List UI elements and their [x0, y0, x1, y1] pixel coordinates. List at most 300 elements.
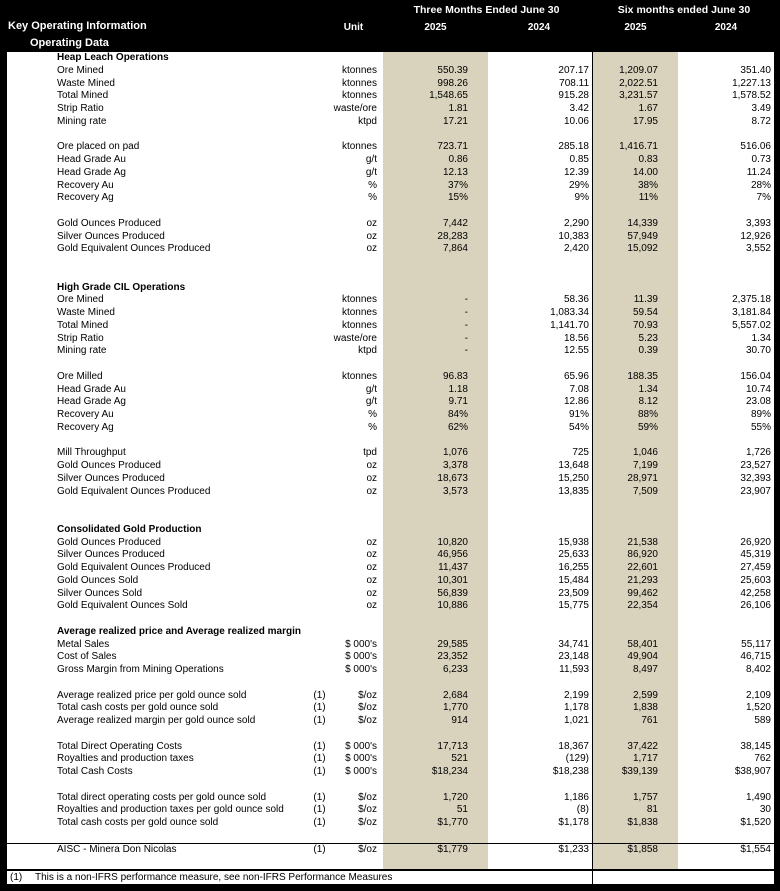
unit-cell: g/t — [365, 383, 377, 395]
table-row — [7, 320, 774, 333]
value-3m-2024: 15,938 — [558, 536, 589, 548]
spacer-row — [7, 205, 774, 218]
value-6m-2024: 26,920 — [740, 536, 771, 548]
spacer-row — [7, 613, 774, 626]
table-row — [7, 575, 774, 588]
footnote-ref-cell — [307, 524, 332, 537]
value-6m-2024: 30 — [759, 804, 771, 816]
unit-cell: g/t — [365, 166, 377, 178]
value-6m-2024: 23.08 — [745, 396, 771, 408]
value-3m-2025: 1,076 — [442, 447, 468, 459]
unit-cell: oz — [366, 587, 377, 599]
value-6m-2025: 58,401 — [627, 638, 658, 650]
value-3m-2024 — [488, 524, 592, 537]
table-row — [7, 600, 774, 613]
value-3m-2024: 11,593 — [559, 664, 589, 675]
footnote-ref-cell: (1) — [313, 689, 326, 701]
value-6m-2025: 8,497 — [632, 664, 658, 675]
value-3m-2025: 10,886 — [437, 600, 468, 612]
value-6m-2025: 86,920 — [627, 549, 658, 561]
value-3m-2025: 6,233 — [442, 664, 468, 675]
value-3m-2025: 723.71 — [437, 141, 468, 153]
value-3m-2024: 7.08 — [569, 383, 589, 395]
value-3m-2025: 56,839 — [437, 587, 468, 599]
value-6m-2025: 14,339 — [627, 217, 658, 229]
table-row — [7, 371, 774, 384]
row-label: Gold Ounces Produced — [57, 536, 161, 548]
row-label: High Grade CIL Operations — [57, 281, 186, 293]
unit-cell: tpd — [363, 447, 377, 459]
value-3m-2025: 84% — [447, 409, 468, 420]
value-6m-2024: $1,554 — [740, 843, 771, 855]
spacer-row — [7, 830, 774, 843]
unit-cell: ktonnes — [341, 64, 377, 76]
row-label: Silver Ounces Produced — [57, 230, 165, 242]
table-row — [7, 562, 774, 575]
unit-cell: g/t — [365, 154, 377, 165]
value-6m-2025: $39,139 — [621, 766, 658, 777]
value-6m-2025: 2,022.51 — [619, 77, 658, 89]
unit-cell: $/oz — [358, 843, 377, 855]
value-6m-2025: 11% — [638, 192, 658, 204]
table-row — [7, 664, 774, 677]
value-3m-2025: 51 — [456, 804, 468, 816]
row-label: Ore Mined — [57, 294, 104, 306]
value-3m-2024: 2,199 — [563, 689, 589, 701]
value-3m-2024: $1,178 — [558, 817, 589, 828]
table-row — [7, 702, 774, 715]
value-6m-2025: 1,838 — [632, 702, 658, 714]
value-6m-2025: 38% — [637, 179, 658, 191]
unit-cell: $/oz — [358, 689, 377, 701]
footnote-ref-cell — [307, 575, 332, 588]
value-3m-2025: $1,779 — [437, 843, 468, 855]
spacer-row — [7, 129, 774, 142]
row-label: Waste Mined — [57, 77, 115, 89]
value-3m-2024: 725 — [572, 447, 589, 459]
table-row — [7, 384, 774, 397]
spacer-row — [7, 435, 774, 448]
row-label: Total Cash Costs — [57, 766, 133, 777]
unit-cell: oz — [366, 600, 377, 612]
row-label: Ore placed on pad — [57, 141, 140, 153]
value-3m-2024: 16,255 — [558, 562, 589, 573]
spacer-row — [7, 498, 774, 511]
footnote-ref-cell: (1) — [313, 817, 326, 828]
footnote-ref-cell — [307, 639, 332, 652]
table-row — [7, 690, 774, 703]
footnote-ref-cell — [307, 333, 332, 346]
value-6m-2025: 7,509 — [632, 485, 658, 497]
value-3m-2025: 62% — [447, 421, 468, 433]
footnote-ref-cell — [307, 537, 332, 550]
row-label: Gold Equivalent Ounces Produced — [57, 243, 211, 255]
value-3m-2024: 15,775 — [558, 600, 589, 612]
value-6m-2024: 1,227.13 — [732, 77, 771, 89]
unit-cell: oz — [366, 549, 377, 561]
footnote-ref-cell — [307, 243, 332, 256]
row-label: AISC - Minera Don Nicolas — [57, 843, 177, 855]
value-6m-2025: 5.23 — [638, 332, 658, 344]
value-6m-2024: 3,552 — [745, 243, 771, 255]
value-3m-2024 — [488, 52, 592, 65]
value-3m-2024: 91% — [568, 409, 589, 420]
spacer-row — [7, 269, 774, 282]
row-label: Metal Sales — [57, 638, 110, 650]
value-6m-2024: 27,459 — [740, 562, 771, 573]
unit-cell: $/oz — [358, 702, 377, 714]
value-6m-2025: 3,231.57 — [619, 90, 658, 102]
unit-cell: ktonnes — [341, 77, 377, 89]
unit-cell: % — [368, 421, 377, 433]
spacer-row — [7, 358, 774, 371]
table-row — [7, 460, 774, 473]
value-6m-2025: 49,904 — [627, 651, 658, 663]
footnote-ref-cell — [307, 664, 332, 677]
value-3m-2024: 54% — [568, 421, 589, 433]
value-6m-2024: $1,520 — [740, 817, 771, 828]
row-label: Total cash costs per gold ounce sold — [57, 702, 219, 714]
value-3m-2025 — [383, 524, 488, 537]
row-label: Head Grade Ag — [57, 396, 126, 408]
row-label: Recovery Au — [57, 179, 114, 191]
value-3m-2024: 285.18 — [558, 141, 589, 153]
table-row — [7, 741, 774, 754]
value-3m-2025: 17.21 — [442, 115, 468, 127]
footnote-ref-cell — [307, 65, 332, 78]
value-3m-2024: 13,648 — [558, 460, 589, 471]
value-6m-2024: 3.49 — [751, 103, 771, 114]
unit-cell: ktonnes — [341, 307, 377, 318]
value-3m-2024: (129) — [565, 753, 589, 765]
value-3m-2025: - — [464, 294, 468, 306]
table-row — [7, 447, 774, 460]
value-6m-2025: 15,092 — [627, 243, 658, 255]
footnote-ref-cell: (1) — [313, 766, 326, 777]
table-row — [7, 396, 774, 409]
value-3m-2024: 13,835 — [558, 485, 589, 497]
value-6m-2024: 1,520 — [745, 702, 771, 714]
value-6m-2025: 1.67 — [638, 103, 658, 114]
value-6m-2024: 5,557.02 — [732, 319, 771, 331]
value-3m-2024: 708.11 — [559, 77, 589, 89]
value-3m-2024: 10.06 — [563, 115, 589, 127]
value-6m-2024: 1,490 — [745, 791, 771, 803]
footnote-ref-cell — [307, 422, 332, 435]
report-header — [0, 0, 780, 52]
value-3m-2025: 12.13 — [442, 166, 468, 178]
row-label: Mining rate — [57, 115, 107, 127]
value-6m-2024: 11.24 — [746, 166, 771, 178]
value-6m-2025: 37,422 — [627, 740, 658, 752]
footnote-ref-cell: (1) — [313, 702, 326, 714]
value-6m-2024: 23,907 — [740, 485, 771, 497]
row-label: Recovery Ag — [57, 192, 114, 204]
spacer-row — [7, 728, 774, 741]
unit-cell — [332, 282, 377, 295]
value-3m-2025: 96.83 — [442, 370, 468, 382]
row-label: Heap Leach Operations — [57, 52, 169, 63]
value-3m-2024: 18.56 — [563, 332, 589, 344]
spacer-row — [7, 779, 774, 792]
value-3m-2025: 2,684 — [442, 689, 468, 701]
footnote-ref-cell — [307, 473, 332, 486]
value-6m-2025: 28,971 — [627, 472, 658, 484]
value-3m-2024: 23,509 — [558, 587, 589, 599]
value-3m-2024: 915.28 — [558, 90, 589, 102]
value-3m-2025: 28,283 — [437, 230, 468, 242]
table-row — [7, 65, 774, 78]
value-6m-2025: 1.34 — [638, 383, 658, 395]
value-3m-2025: 17,713 — [437, 740, 468, 752]
value-3m-2024: $18,238 — [552, 766, 589, 777]
value-3m-2025: 1.18 — [448, 383, 468, 395]
footnote-ref-cell: (1) — [313, 791, 326, 803]
table-row — [7, 294, 774, 307]
value-6m-2025: 0.39 — [638, 345, 658, 357]
unit-cell: ktonnes — [341, 370, 377, 382]
table-row — [7, 78, 774, 91]
value-3m-2024: 10,383 — [558, 230, 589, 242]
table-rows — [7, 52, 774, 856]
value-6m-2025: 14.00 — [632, 166, 658, 178]
row-label: Mining rate — [57, 345, 107, 357]
value-3m-2025: 1,720 — [442, 791, 468, 803]
value-3m-2024 — [488, 626, 592, 639]
table-row — [7, 486, 774, 499]
value-3m-2025: 550.39 — [437, 64, 468, 76]
footnote-ref-cell — [307, 320, 332, 333]
value-6m-2024: 89% — [750, 409, 771, 420]
value-6m-2024: 32,393 — [740, 472, 771, 484]
table-row — [7, 180, 774, 193]
table-row — [7, 103, 774, 116]
value-6m-2024 — [678, 282, 774, 295]
table-row — [7, 333, 774, 346]
row-label: Average realized price per gold ounce sold — [57, 689, 247, 701]
table-row — [7, 141, 774, 154]
value-3m-2025: $18,234 — [431, 766, 468, 777]
value-6m-2025: 1,046 — [632, 447, 658, 459]
value-3m-2025: 46,956 — [437, 549, 468, 561]
footnote-ref-cell — [307, 218, 332, 231]
value-3m-2024: (8) — [576, 804, 589, 816]
value-6m-2024: 8.72 — [751, 115, 771, 127]
value-6m-2025: 81 — [646, 804, 658, 816]
value-3m-2025 — [383, 626, 488, 639]
row-label: Ore Milled — [57, 370, 103, 382]
year-header-3m-2024: 2024 — [527, 22, 551, 33]
footnote-ref-cell — [307, 141, 332, 154]
row-label: Strip Ratio — [57, 332, 104, 344]
value-3m-2025: 1,548.65 — [429, 90, 468, 102]
footnote-ref-cell — [307, 192, 332, 205]
value-6m-2025: 21,293 — [627, 574, 658, 586]
value-3m-2025: 7,442 — [442, 217, 468, 229]
table-row — [7, 715, 774, 728]
table-row — [7, 753, 774, 766]
table-row — [7, 231, 774, 244]
value-6m-2024: 3,393 — [745, 217, 771, 229]
footnote-ref: (1) — [10, 872, 23, 883]
value-6m-2025: 1,757 — [632, 791, 658, 803]
value-3m-2025: - — [464, 319, 468, 331]
footnote-ref-cell — [307, 345, 332, 358]
footnote-ref-cell — [307, 52, 332, 65]
value-3m-2025: 3,378 — [442, 460, 468, 471]
value-6m-2024: $38,907 — [734, 766, 771, 777]
value-6m-2024: 28% — [750, 179, 771, 191]
value-6m-2025: 88% — [637, 409, 658, 420]
row-label: Recovery Au — [57, 409, 114, 420]
table-row — [7, 651, 774, 664]
value-3m-2024: 0.85 — [569, 154, 589, 165]
table-row — [7, 792, 774, 805]
footnote-ref-cell — [307, 103, 332, 116]
value-6m-2025: 99,462 — [627, 587, 658, 599]
unit-cell: $ 000's — [345, 664, 377, 675]
value-3m-2025: 914 — [451, 715, 468, 726]
value-3m-2024: 65.96 — [563, 370, 589, 382]
value-6m-2025: 1,209.07 — [619, 64, 658, 76]
value-3m-2024: 12.39 — [563, 166, 589, 178]
footnote-ref-cell — [307, 371, 332, 384]
value-3m-2024: 15,484 — [558, 574, 589, 586]
value-3m-2025: 998.26 — [437, 77, 468, 89]
value-6m-2024: 7% — [756, 192, 771, 204]
unit-cell: $ 000's — [345, 638, 377, 650]
footnote-ref-cell — [307, 626, 332, 639]
value-6m-2024: 42,258 — [740, 587, 771, 599]
value-6m-2025: $1,838 — [627, 817, 658, 828]
table-body — [7, 52, 774, 869]
row-label: Gold Ounces Produced — [57, 460, 161, 471]
unit-cell — [332, 626, 377, 639]
unit-cell: $/oz — [358, 715, 377, 726]
row-label: Silver Ounces Produced — [57, 472, 165, 484]
table-row — [7, 154, 774, 167]
value-6m-2025: 21,538 — [627, 536, 658, 548]
row-label: Ore Mined — [57, 64, 104, 76]
value-3m-2025: 0.86 — [448, 154, 468, 165]
table-row — [7, 588, 774, 601]
row-label: Gold Equivalent Ounces Produced — [57, 562, 211, 573]
footnote-ref-cell — [307, 588, 332, 601]
unit-cell — [332, 52, 377, 65]
row-label: Total Mined — [57, 319, 109, 331]
unit-cell: oz — [366, 536, 377, 548]
table-row — [7, 817, 774, 830]
unit-cell: $ 000's — [345, 651, 377, 663]
unit-cell: ktonnes — [341, 319, 377, 331]
value-6m-2025: 59% — [637, 421, 658, 433]
footnote-ref-cell — [307, 154, 332, 167]
footnote-ref-cell: (1) — [313, 804, 326, 816]
spacer-row — [7, 677, 774, 690]
value-6m-2025: 761 — [641, 715, 658, 726]
row-label: Strip Ratio — [57, 103, 104, 114]
table-row — [7, 843, 774, 857]
value-3m-2024: 12.86 — [563, 396, 589, 408]
row-label: Mill Throughput — [57, 447, 126, 459]
unit-cell: $ 000's — [345, 766, 377, 777]
value-6m-2025: 2,599 — [632, 689, 658, 701]
table-row — [7, 766, 774, 779]
unit-column-header: Unit — [343, 22, 364, 33]
row-label: Royalties and production taxes — [57, 753, 194, 765]
row-label: Total cash costs per gold ounce sold — [57, 817, 219, 828]
row-label: Total Direct Operating Costs — [57, 740, 183, 752]
value-3m-2024: 1,083.34 — [550, 307, 589, 318]
row-label: Head Grade Au — [57, 383, 126, 395]
value-6m-2025: 70.93 — [632, 319, 658, 331]
value-6m-2024: 516.06 — [740, 141, 771, 153]
value-3m-2025: 10,820 — [437, 536, 468, 548]
value-3m-2025: 10,301 — [437, 574, 468, 586]
table-row — [7, 345, 774, 358]
value-3m-2024: 23,148 — [558, 651, 589, 663]
spacer-row — [7, 511, 774, 524]
row-label: Head Grade Ag — [57, 166, 126, 178]
value-6m-2024: 26,106 — [740, 600, 771, 612]
value-3m-2025: 23,352 — [437, 651, 468, 663]
unit-cell: $/oz — [358, 817, 377, 828]
table-row — [7, 218, 774, 231]
row-label: Total direct operating costs per gold ounce sold — [57, 791, 267, 803]
value-3m-2024: 207.17 — [558, 64, 589, 76]
value-6m-2025: 22,354 — [627, 600, 658, 612]
value-3m-2024: 1,141.70 — [550, 319, 589, 331]
footnote-ref-cell — [307, 180, 332, 193]
row-label: Gold Equivalent Ounces Produced — [57, 485, 211, 497]
footnote-ref-cell — [307, 562, 332, 575]
value-3m-2025 — [383, 282, 488, 295]
footnote-ref-cell — [307, 460, 332, 473]
section-header-row — [7, 282, 774, 295]
value-3m-2025: 29,585 — [437, 638, 468, 650]
year-header-6m-2024: 2024 — [714, 22, 738, 33]
value-6m-2025: 17.95 — [632, 115, 658, 127]
value-3m-2024: 3.42 — [569, 103, 589, 114]
unit-cell: % — [368, 409, 377, 420]
row-label: Silver Ounces Produced — [57, 549, 165, 561]
row-label: Royalties and production taxes per gold ounce sold — [57, 804, 284, 816]
value-6m-2025: 1,416.71 — [619, 141, 658, 153]
row-label: Average realized price and Average realized margin — [57, 625, 301, 637]
table-row — [7, 549, 774, 562]
value-3m-2025: - — [464, 307, 468, 318]
value-3m-2025: 521 — [451, 753, 468, 765]
value-6m-2024: 38,145 — [740, 740, 771, 752]
value-6m-2024: 55,117 — [741, 638, 771, 650]
unit-cell: oz — [366, 472, 377, 484]
value-6m-2024: 351.40 — [740, 64, 771, 76]
unit-cell: $ 000's — [345, 740, 377, 752]
value-3m-2025: 9.71 — [448, 396, 468, 408]
table-row — [7, 804, 774, 817]
value-6m-2025 — [592, 626, 678, 639]
footnote-ref-cell — [307, 282, 332, 295]
value-3m-2024: 34,741 — [558, 638, 589, 650]
value-3m-2024: 58.36 — [563, 294, 589, 306]
footnote-ref-cell: (1) — [313, 740, 326, 752]
value-6m-2025: 188.35 — [627, 370, 658, 382]
row-label: Consolidated Gold Production — [57, 523, 202, 535]
value-3m-2024: $1,233 — [558, 843, 589, 855]
value-6m-2025: 11.39 — [633, 294, 658, 306]
unit-cell: $ 000's — [345, 753, 377, 765]
table-row — [7, 307, 774, 320]
